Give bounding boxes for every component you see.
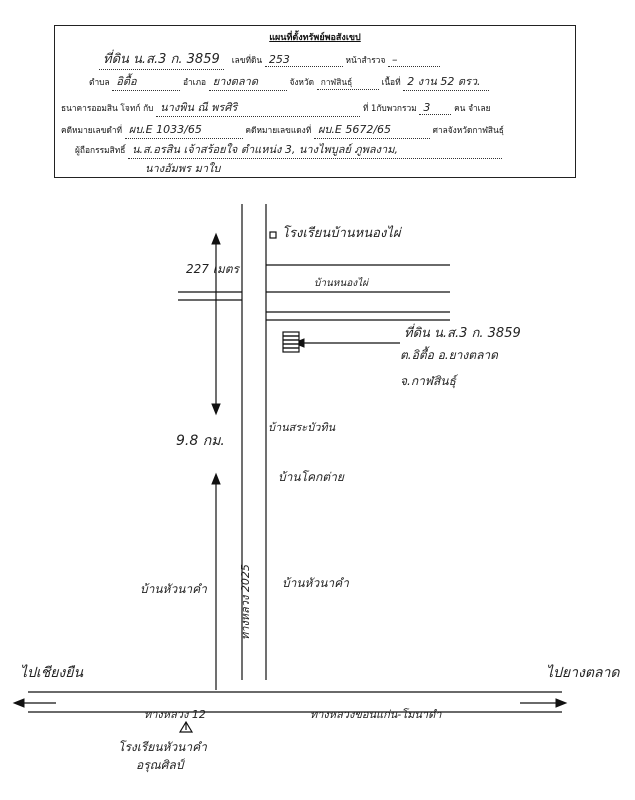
owner-label: ผู้ถือกรรมสิทธิ์ bbox=[75, 145, 126, 155]
highway-name-label: ทางหลวงขอนแก่น-โมนาดำ bbox=[310, 708, 442, 721]
school-bottom-label-2: อรุณศิลป์ bbox=[136, 758, 184, 772]
school-top-marker bbox=[270, 232, 276, 238]
parcel-block bbox=[283, 332, 299, 352]
area-label: เนื้อที่ bbox=[381, 77, 401, 87]
red-case-value: ผบ.E 5672/65 bbox=[314, 120, 430, 139]
amphoe-value: ยางตลาด bbox=[209, 72, 287, 91]
arrowhead-up-top bbox=[212, 234, 220, 244]
amphoe-label: อำเภอ bbox=[182, 77, 207, 87]
arrowhead-up-mid bbox=[212, 474, 220, 484]
arrowhead-down-mid bbox=[212, 404, 220, 414]
village-khok-label: บ้านโคกต่าย bbox=[278, 470, 344, 484]
page-title: แผนที่ตั้งทรัพย์พอสังเขป bbox=[269, 33, 361, 43]
parcel-location-2: จ.กาฬสินธุ์ bbox=[400, 374, 456, 388]
court-name: ศาลจังหวัดกาฬสินธุ์ bbox=[432, 125, 504, 135]
arrowhead-left bbox=[14, 699, 24, 707]
defendant-name: นางพิน ณี พรศิริ bbox=[156, 98, 360, 117]
plaintiff-text: ธนาคารออมสิน โจทก์ กับ bbox=[61, 103, 154, 113]
road-2025-label: ทางหลวง 2025 bbox=[239, 564, 252, 640]
to-chiangyuen-label: ไปเชียงยืน bbox=[20, 665, 84, 681]
red-case-label: คดีหมายเลขแดงที่ bbox=[245, 125, 312, 135]
school-top-label: โรงเรียนบ้านหนองไผ่ bbox=[282, 226, 401, 241]
black-case-label: คดีหมายเลขดำที่ bbox=[61, 125, 123, 135]
road-nongphai-label: บ้านหนองไผ่ bbox=[314, 278, 369, 289]
deed-number: ที่ดิน น.ส.3 ก. 3859 bbox=[99, 48, 224, 70]
survey-label: หน้าสำรวจ bbox=[345, 55, 386, 65]
province-label: จังหวัด bbox=[289, 77, 315, 87]
tambon-label: ตำบล bbox=[89, 77, 110, 87]
area-value: 2 งาน 52 ตรว. bbox=[403, 72, 489, 91]
arrowhead-right bbox=[556, 699, 566, 707]
owner-value: น.ส.อรสิน เจ้าสร้อยใจ ตำแหน่ง 3, นางไพบูลย์ ภูพลงาม, bbox=[128, 140, 502, 159]
highway-12-label: ทางหลวง 12 bbox=[144, 708, 206, 721]
survey-value: – bbox=[388, 53, 440, 67]
parcel-deed-label: ที่ดิน น.ส.3 ก. 3859 bbox=[404, 326, 521, 341]
distance-9-8km: 9.8 กม. bbox=[176, 433, 225, 449]
defendant-text: ที่ 1กับพวกรวม bbox=[362, 103, 417, 113]
owner-continued: นางอัมพร มาใบ bbox=[145, 162, 221, 175]
village-srabua-label: บ้านสระบัวทิน bbox=[268, 421, 336, 434]
village-huanakham-left: บ้านหัวนาคำ bbox=[140, 582, 207, 596]
to-yangtalat-label: ไปยางตลาด bbox=[546, 665, 620, 681]
defendant-suffix: คน จำเลย bbox=[454, 103, 491, 113]
black-case-value: ผบ.E 1033/65 bbox=[125, 120, 243, 139]
parcel-label: เลขที่ดิน bbox=[231, 55, 263, 65]
parcel-value: 253 bbox=[265, 53, 343, 67]
village-huanakham-right: บ้านหัวนาคำ bbox=[282, 576, 349, 590]
province-value: กาฬสินธุ์ bbox=[317, 75, 379, 90]
distance-227m: 227 เมตร bbox=[186, 262, 239, 276]
school-bottom-label-1: โรงเรียนหัวนาคำ bbox=[118, 740, 207, 754]
defendant-count: 3 bbox=[419, 101, 451, 115]
parcel-location-1: ต.อิตื้อ อ.ยางตลาด bbox=[400, 348, 498, 362]
tambon-value: อิตื้อ bbox=[112, 72, 180, 91]
